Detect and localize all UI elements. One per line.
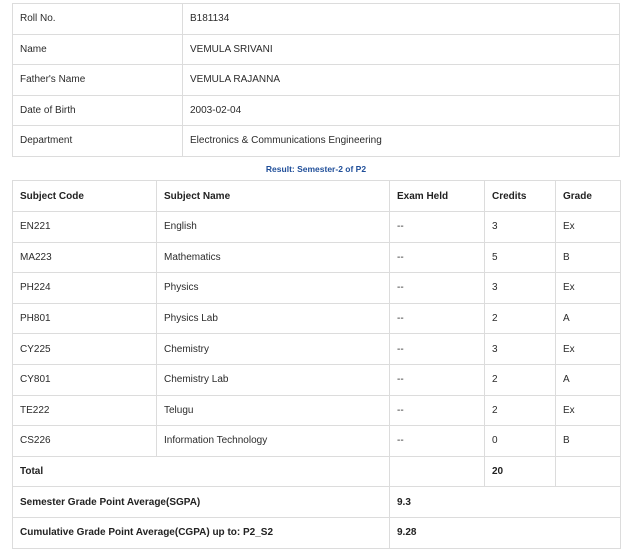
credits: 3 <box>485 334 556 365</box>
grade: B <box>556 426 621 457</box>
subject-code: PH224 <box>13 273 157 304</box>
subject-name: Chemistry <box>157 334 390 365</box>
fathers-name-label: Father's Name <box>13 65 183 96</box>
table-row <box>13 242 621 273</box>
table-row <box>13 303 621 334</box>
credits-header: Credits <box>485 181 556 212</box>
grade: Ex <box>556 273 621 304</box>
credits: 2 <box>485 395 556 426</box>
student-row-department <box>13 126 620 157</box>
name-value: VEMULA SRIVANI <box>183 34 620 65</box>
exam-held: -- <box>390 395 485 426</box>
subject-code: MA223 <box>13 242 157 273</box>
dob-label: Date of Birth <box>13 95 183 126</box>
subject-code: CY801 <box>13 364 157 395</box>
subject-code: CY225 <box>13 334 157 365</box>
department-value: Electronics & Communications Engineering <box>183 126 620 157</box>
result-title: Result: Semester-2 of P2 <box>265 164 367 174</box>
total-label: Total <box>13 456 390 487</box>
student-row-dob <box>13 95 620 126</box>
subject-code: PH801 <box>13 303 157 334</box>
credits: 5 <box>485 242 556 273</box>
grade: Ex <box>556 334 621 365</box>
table-row <box>13 395 621 426</box>
student-row-name <box>13 34 620 65</box>
total-grade-empty <box>556 456 621 487</box>
exam-held: -- <box>390 334 485 365</box>
fathers-name-value: VEMULA RAJANNA <box>183 65 620 96</box>
total-credits: 20 <box>485 456 556 487</box>
dob-value: 2003-02-04 <box>183 95 620 126</box>
subject-name: Physics Lab <box>157 303 390 334</box>
exam-held: -- <box>390 242 485 273</box>
subject-code: CS226 <box>13 426 157 457</box>
grade: B <box>556 242 621 273</box>
student-details-table <box>12 3 620 157</box>
cgpa-value: 9.28 <box>390 517 621 548</box>
table-row <box>13 273 621 304</box>
subject-name: English <box>157 212 390 243</box>
subject-name-header: Subject Name <box>157 181 390 212</box>
name-label: Name <box>13 34 183 65</box>
subject-name: Mathematics <box>157 242 390 273</box>
department-label: Department <box>13 126 183 157</box>
grade: A <box>556 364 621 395</box>
table-row <box>13 212 621 243</box>
exam-held: -- <box>390 426 485 457</box>
subject-code-header: Subject Code <box>13 181 157 212</box>
total-exam-held-empty <box>390 456 485 487</box>
exam-held-header: Exam Held <box>390 181 485 212</box>
cgpa-row <box>13 517 621 548</box>
grade: Ex <box>556 395 621 426</box>
credits: 3 <box>485 212 556 243</box>
student-row-roll-no <box>13 4 620 35</box>
marks-table <box>12 180 621 549</box>
subject-code: TE222 <box>13 395 157 426</box>
subject-code: EN221 <box>13 212 157 243</box>
exam-held: -- <box>390 364 485 395</box>
table-row <box>13 364 621 395</box>
roll-no-label: Roll No. <box>13 4 183 35</box>
total-row <box>13 456 621 487</box>
grade: A <box>556 303 621 334</box>
sgpa-label: Semester Grade Point Average(SGPA) <box>13 487 390 518</box>
marks-header-row <box>13 181 621 212</box>
subject-name: Chemistry Lab <box>157 364 390 395</box>
subject-name: Information Technology <box>157 426 390 457</box>
exam-held: -- <box>390 273 485 304</box>
grade: Ex <box>556 212 621 243</box>
exam-held: -- <box>390 212 485 243</box>
student-row-fathers-name <box>13 65 620 96</box>
credits: 3 <box>485 273 556 304</box>
grade-header: Grade <box>556 181 621 212</box>
sgpa-value: 9.3 <box>390 487 621 518</box>
subject-name: Telugu <box>157 395 390 426</box>
sgpa-row <box>13 487 621 518</box>
credits: 2 <box>485 303 556 334</box>
credits: 0 <box>485 426 556 457</box>
subject-name: Physics <box>157 273 390 304</box>
roll-no-value: B181134 <box>183 4 620 35</box>
exam-held: -- <box>390 303 485 334</box>
table-row <box>13 334 621 365</box>
cgpa-label: Cumulative Grade Point Average(CGPA) up to: P2_S2 <box>13 517 390 548</box>
credits: 2 <box>485 364 556 395</box>
table-row <box>13 426 621 457</box>
